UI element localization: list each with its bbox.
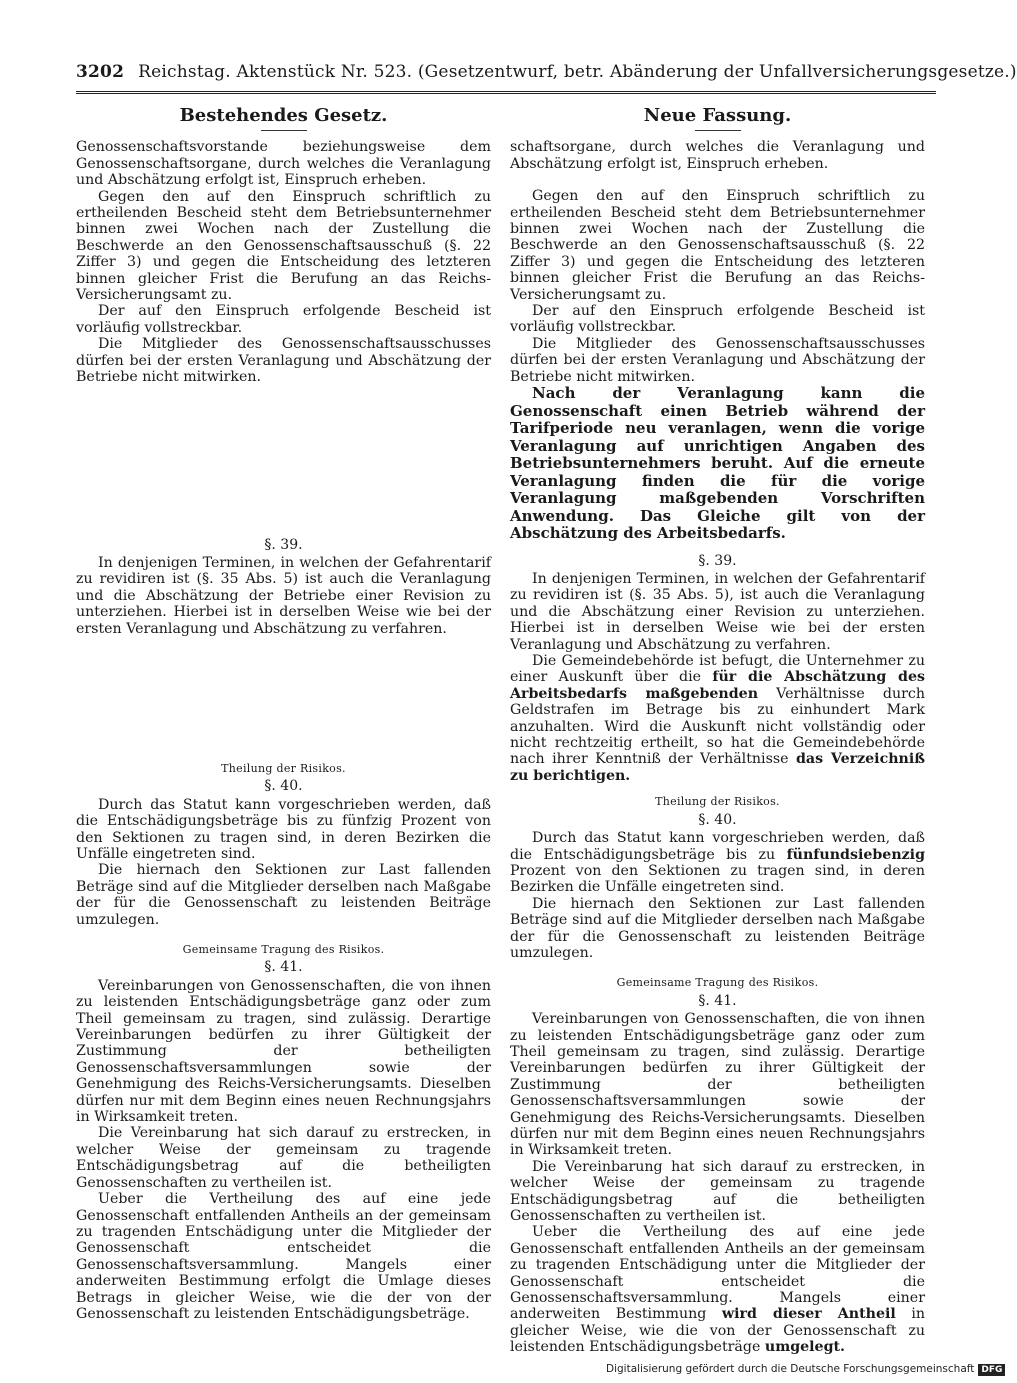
paragraph-amendment-mixed [510,830,925,896]
paragraph: Die hiernach den Sektionen zur Last fallenden Beträge sind auf die Mitglieder derselben nach Maßgabe der für die Genossenschaft zu leistenden Beiträge umzulegen. [76,862,491,928]
text-run: Prozent von den Sektionen zu tragen sind, in deren Bezirken die Unfälle eingetreten sind. [510,862,925,896]
paragraph: Ueber die Vertheilung des auf eine jede Genossenschaft entfallenden Antheils an der gemeinsam zu tragenden Entschädigung unter die Mitglieder der Genossenschaft entscheidet die Genossenschaftsversammlung. Mangels einer anderweiten Bestimmung erfolgt die Umlage dieses Betrags in gleicher Weise, wie die der von der Genossenschaft zu leistenden Entschädigungsbeträge. [76,1191,491,1322]
paragraph: In denjenigen Terminen, in welchen der Gefahrentarif zu revidiren ist (§. 35 Abs. 5), ist auch die Veranlagung und die Abschätzung einer Revision zu unterziehen. Hierbei ist in derselben Weise wie bei der ersten Veranlagung und Abschätzung zu verfahren. [510,571,925,653]
text-run-bold: umgelegt. [764,1339,845,1356]
paragraph: Die Mitglieder des Genossenschaftsausschusses dürfen bei der ersten Veranlagung und Abschätzung der Betriebe nicht mitwirken. [510,335,925,385]
page-number: 3202 [76,62,125,82]
paragraph-amendment-mixed [510,653,925,784]
page-header [76,62,1017,82]
section-number: §. 39. [264,536,303,553]
section-title: Gemeinsame Tragung des Risikos. [616,976,819,990]
text-run-bold: für die Abschätzung des Arbeitsbedarfs maßgebenden [510,669,925,702]
text-run-bold: wird dieser Antheil [721,1306,896,1323]
left-column-heading: Bestehendes Gesetz. [179,105,388,126]
spacer [510,961,925,975]
text-run: Verhältnisse durch Geldstrafen im Betrage bis zu einhundert Mark anzuhalten. Wird die Auskunft nicht vollständig oder nicht rechtzeitig ertheilt, so hat die Gemeindebehörde nach ihrer Kenntniß der Verhältnisse [510,685,925,768]
text-run-bold: fünfundsiebenzig [786,846,925,863]
section-number: §. 40. [264,778,303,795]
text-run-bold: das Verzeichniß zu berichtigen. [510,751,926,784]
text-run: in gleicher Weise, wie die von der Genossenschaft zu leistenden Entschädigungsbeträge [510,1306,925,1356]
header-rule [76,91,936,94]
paragraph: Genossenschaftsvorstande beziehungsweise dem Genossenschaftsorgane, durch welches die Veranlagung und Abschätzung erfolgt ist, Einspruch erheben. [76,139,491,189]
paragraph: Die Vereinbarung hat sich darauf zu erstrecken, in welcher Weise der gemeinsam zu tragende Entschädigungsbetrag auf die betheiligten Genossenschaften zu vertheilen ist. [76,1125,491,1191]
paragraph: Der auf den Einspruch erfolgende Bescheid ist vorläufig vollstreckbar. [510,303,925,336]
right-column-heading: Neue Fassung. [643,105,792,126]
paragraph: Durch das Statut kann vorgeschrieben werden, daß die Entschädigungsbeträge bis zu fünfzig Prozent von den Sektionen zu tragen sind, in deren Bezirken die Unfälle eingetreten sind. [76,796,491,862]
spacer [76,386,491,531]
right-column [510,105,926,1356]
section-number: §. 40. [698,811,737,828]
paragraph: Der auf den Einspruch erfolgende Bescheid ist vorläufig vollstreckbar. [76,303,491,336]
digitization-credit [606,1363,1005,1376]
section-number: §. 41. [698,992,737,1009]
paragraph: Gegen den auf den Einspruch schriftlich zu ertheilenden Bescheid steht dem Betriebsunternehmer binnen zwei Wochen nach der Zustellung die Beschwerde an den Genossenschaftsausschuß (§. 22 Ziffer 3) und gegen die Entscheidung des letzteren binnen gleicher Frist die Berufung an das Reichs-Versicherungsamt zu. [76,188,491,304]
running-title: Reichstag. Aktenstück Nr. 523. (Gesetzentwurf, betr. Abänderung der Unfallversicherungsgesetze.) [138,62,1017,82]
spacer [510,784,925,794]
section-title: Gemeinsame Tragung des Risikos. [182,943,385,956]
text-run: Durch das Statut kann vorgeschrieben werden, daß die Entschädigungsbeträge bis zu [510,830,925,863]
left-column [76,105,491,1322]
section-title: Theilung der Risikos. [655,795,780,809]
paragraph: Die hiernach den Sektionen zur Last fallenden Beträge sind auf die Mitglieder derselben nach Maßgabe der für die Genossenschaft zu leistenden Beiträge umzulegen. [510,895,925,961]
credit-text: Digitalisierung gefördert durch die Deutsche Forschungsgemeinschaft [606,1363,975,1375]
spacer [510,543,925,547]
paragraph: Die Vereinbarung hat sich darauf zu erstrecken, in welcher Weise der gemeinsam zu tragende Entschädigungsbetrag auf die betheiligten Genossenschaften zu vertheilen ist. [510,1158,925,1225]
heading-rule [261,130,307,131]
section-number: §. 41. [264,959,303,976]
heading-rule [695,130,741,131]
paragraph: Vereinbarungen von Genossenschaften, die von ihnen zu leistenden Entschädigungsbeträge ganz oder zum Theil gemeinsam zu tragen, sind zulässig. Derartige Vereinbarungen bedürfen zu ihrer Gültigkeit der Zustimmung der betheiligten Genossenschaftsversammlungen sowie der Genehmigung des Reichs-Versicherungsamts. Dieselben dürfen nur mit dem Beginn eines neuen Rechnungsjahrs in Wirksamkeit treten. [76,977,491,1126]
section-number: §. 39. [698,552,737,569]
paragraph-amendment-mixed [510,1224,925,1355]
text-run: Ueber die Vertheilung des auf eine jede Genossenschaft entfallenden Antheils an der gemeinsam zu tragenden Entschädigung unter die Mitglieder der Genossenschaft entscheidet die Genossenschaftsversammlung. Mangels einer anderweiten Bestimmung [510,1224,925,1323]
spacer [76,637,491,761]
paragraph-amendment: Nach der Veranlagung kann die Genossenschaft einen Betrieb während der Tarifperiode neu veranlagen, wenn die vorige Veranlagung auf unrichtigen Angaben des Betriebsunternehmers beruht. Auf die erneute Veranlagung finden die für die vorige Veranlagung maßgebenden Vorschriften Anwendung. Das Gleiche gilt von der Abschätzung des Arbeitsbedarfs. [510,384,925,543]
paragraph: In denjenigen Terminen, in welchen der Gefahrentarif zu revidiren ist (§. 35 Abs. 5) ist auch die Veranlagung und die Abschätzung der Betriebe einer Revision zu unterziehen. Hierbei ist in derselben Weise wie bei der ersten Veranlagung und Abschätzung zu verfahren. [76,554,491,637]
paragraph: Vereinbarungen von Genossenschaften, die von ihnen zu leistenden Entschädigungsbeträge ganz oder zum Theil gemeinsam zu tragen, sind zulässig. Derartige Vereinbarungen bedürfen zu ihrer Gültigkeit der Zustimmung der betheiligten Genossenschaftsversammlungen sowie der Genehmigung des Reichs-Versicherungsamts. Dieselben dürfen nur mit dem Beginn eines neuen Rechnungsjahrs in Wirksamkeit treten. [510,1011,925,1159]
section-title: Theilung der Risikos. [221,761,346,775]
spacer [76,928,491,942]
paragraph: Die Mitglieder des Genossenschaftsausschusses dürfen bei der ersten Veranlagung und Abschätzung der Betriebe nicht mitwirken. [76,336,491,386]
text-run: Die Gemeindebehörde ist befugt, die Unternehmer zu einer Auskunft über die [510,653,925,686]
paragraph: schaftsorgane, durch welches die Veranlagung und Abschätzung erfolgt ist, Einspruch erheben. [510,139,925,172]
spacer [510,172,925,188]
paragraph: Gegen den auf den Einspruch schriftlich zu ertheilenden Bescheid steht dem Betriebsunternehmer binnen zwei Wochen nach der Zustellung die Beschwerde an den Genossenschaftsausschuß (§. 22 Ziffer 3) und gegen die Entscheidung des letzteren binnen gleicher Frist die Berufung an das Reichs-Versicherungsamt zu. [510,188,925,303]
dfg-logo: DFG [978,1364,1005,1376]
